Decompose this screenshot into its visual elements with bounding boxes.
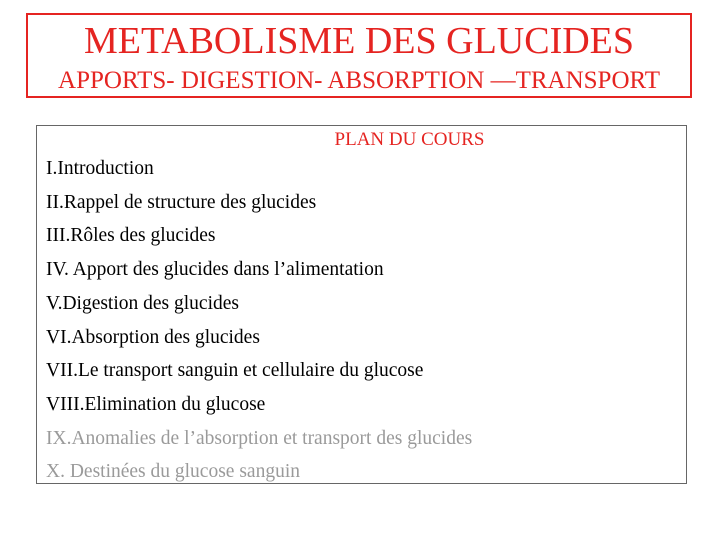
plan-item-4: IV. Apport des glucides dans l’alimentation	[46, 259, 384, 281]
page-title: METABOLISME DES GLUCIDES	[83, 20, 635, 62]
plan-title: PLAN DU COURS	[334, 129, 485, 150]
plan-list	[46, 152, 472, 489]
plan-item-8: VIII.Elimination du glucose	[46, 393, 266, 415]
page-subtitle: APPORTS- DIGESTION- ABSORPTION —TRANSPORT	[58, 67, 660, 94]
plan-item-1: I.Introduction	[46, 158, 154, 179]
course-plan-box	[36, 125, 687, 484]
plan-item-7: VII.Le transport sanguin et cellulaire du glucose	[46, 360, 424, 382]
plan-item-10: X. Destinées du glucose sanguin	[46, 461, 300, 483]
plan-item-3: III.Rôles des glucides	[46, 225, 216, 247]
title-banner	[26, 13, 692, 98]
plan-item-5: V.Digestion des glucides	[46, 292, 240, 314]
plan-item-2: II.Rappel de structure des glucides	[46, 191, 317, 213]
plan-item-9: IX.Anomalies de l’absorption et transport des glucides	[46, 427, 473, 449]
plan-item-6: VI.Absorption des glucides	[46, 326, 260, 348]
